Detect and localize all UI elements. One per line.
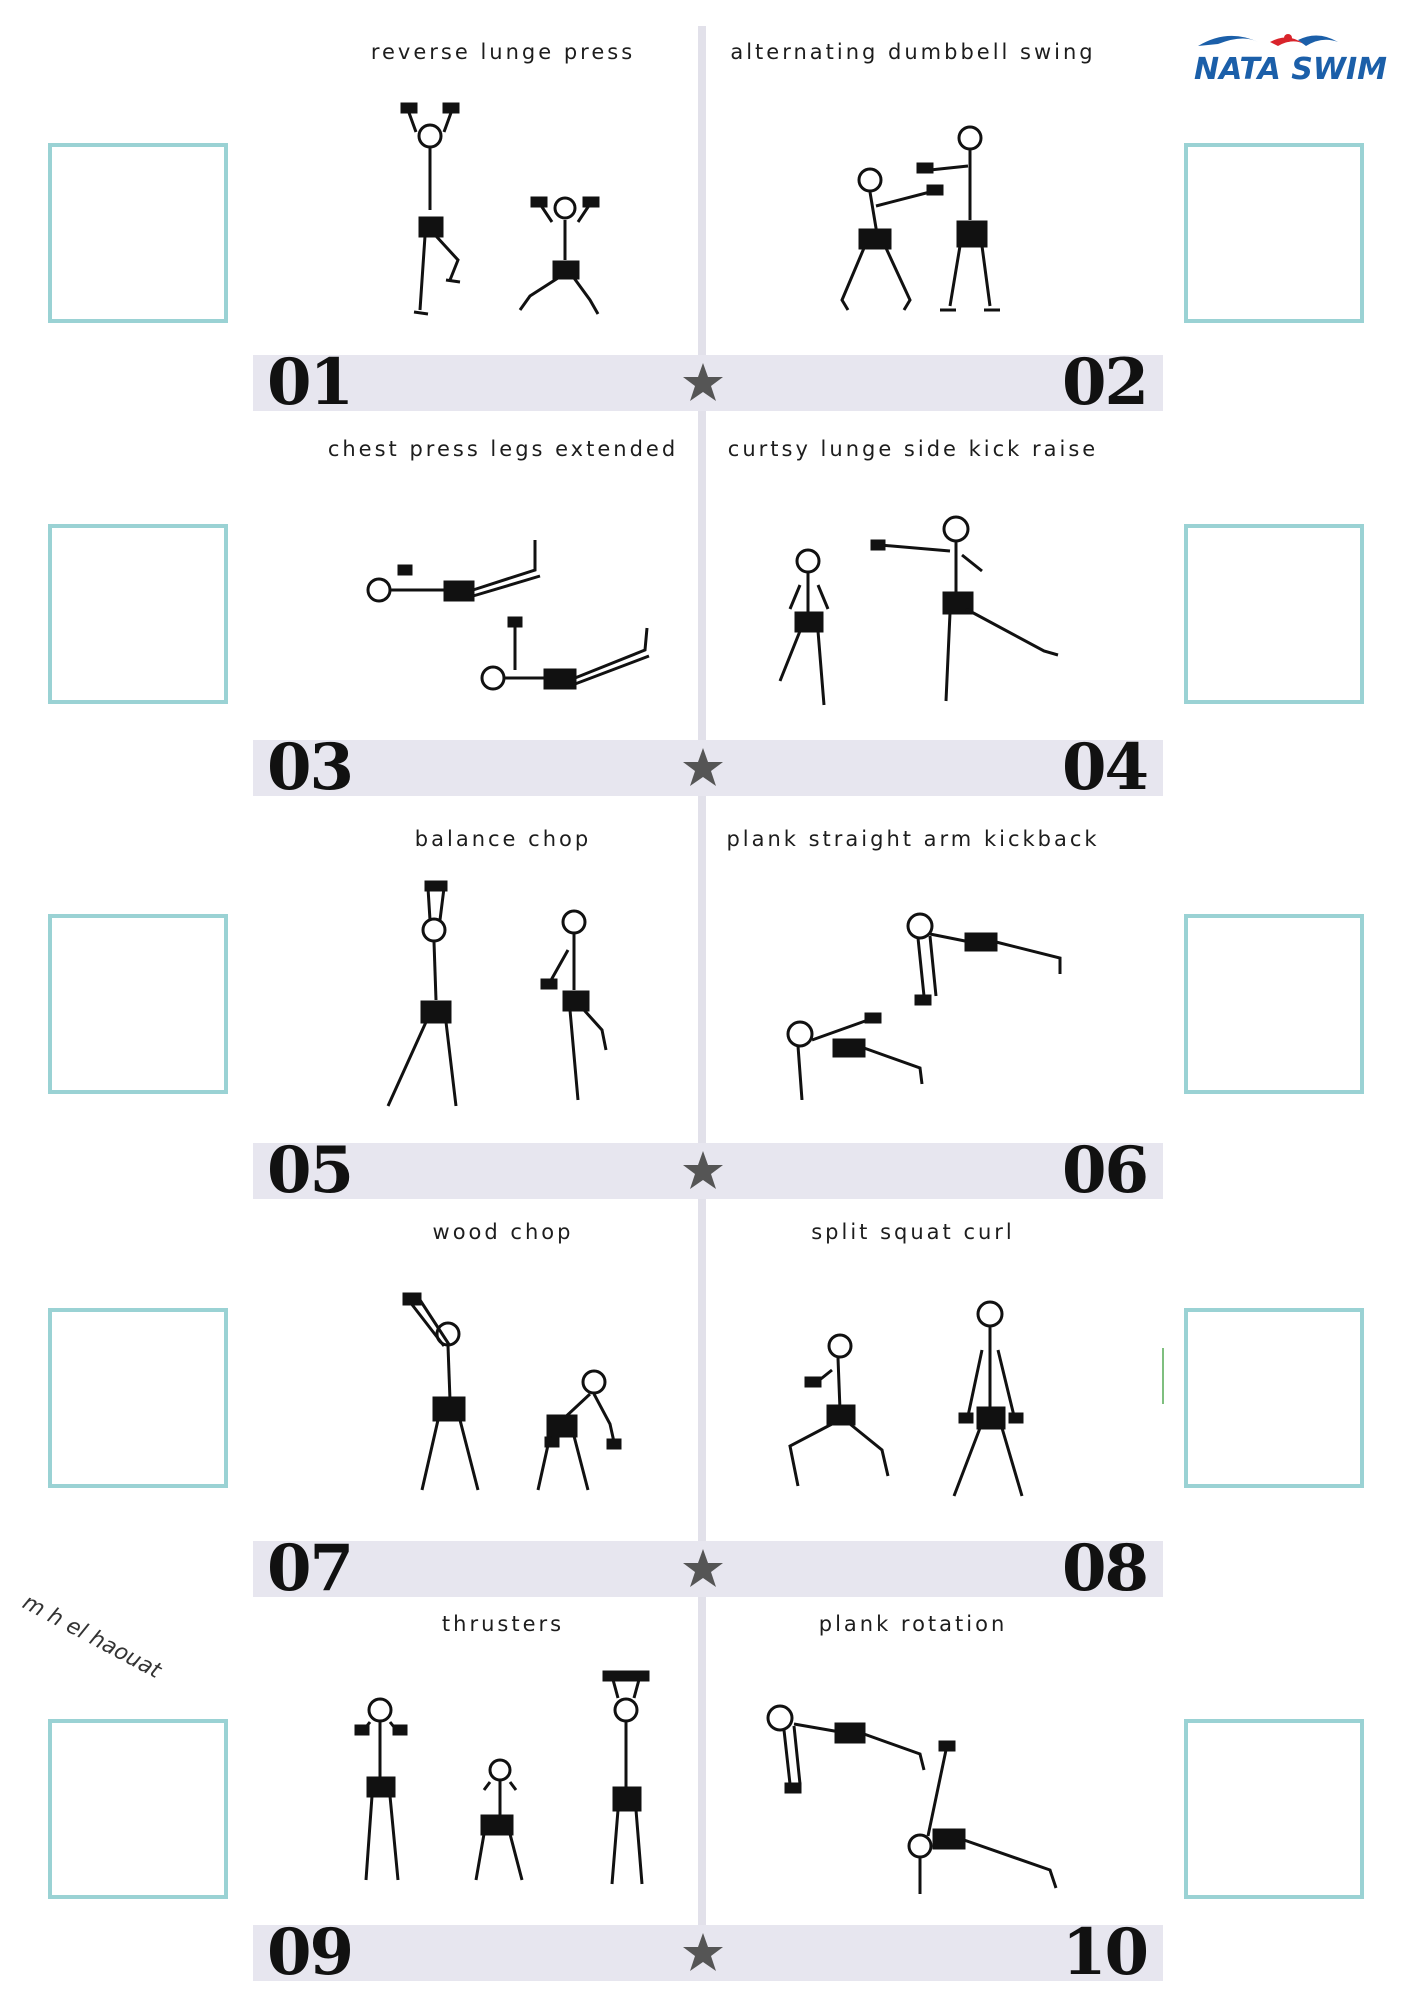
exercise-title-08: split squat curl (811, 1220, 1015, 1244)
star-icon (681, 746, 725, 790)
exercise-title-06: plank straight arm kickback (726, 827, 1100, 851)
exercise-number-08: 08 (1061, 1531, 1147, 1606)
exercise-illustration-02 (800, 110, 1040, 330)
star-icon (681, 1931, 725, 1975)
checkbox-10[interactable] (1184, 1719, 1364, 1899)
exercise-title-03: chest press legs extended (327, 437, 679, 461)
exercise-band-row-5 (253, 1915, 1163, 1990)
exercise-illustration-06 (770, 900, 1090, 1100)
star-icon (681, 361, 725, 405)
checkbox-01[interactable] (48, 143, 228, 323)
exercise-number-07: 07 (267, 1531, 353, 1606)
checkbox-05[interactable] (48, 914, 228, 1094)
center-divider (698, 26, 706, 1976)
exercise-band-row-1 (253, 345, 1163, 420)
exercise-number-05: 05 (267, 1133, 353, 1208)
exercise-number-06: 06 (1061, 1133, 1147, 1208)
star-icon (681, 1149, 725, 1193)
checkbox-04[interactable] (1184, 524, 1364, 704)
checkbox-07[interactable] (48, 1308, 228, 1488)
exercise-illustration-07 (380, 1290, 640, 1510)
exercise-title-02: alternating dumbbell swing (730, 40, 1096, 64)
exercise-title-05: balance chop (414, 827, 592, 851)
exercise-illustration-01 (380, 100, 620, 330)
logo-text: NATA SWIM (1194, 52, 1387, 87)
exercise-illustration-05 (370, 880, 630, 1120)
exercise-title-07: wood chop (432, 1220, 574, 1244)
exercise-number-02: 02 (1061, 345, 1147, 420)
checkbox-06[interactable] (1184, 914, 1364, 1094)
natawswim-logo (1188, 28, 1387, 98)
exercise-band-row-3 (253, 1133, 1163, 1208)
exercise-illustration-04 (760, 505, 1080, 725)
checkbox-09[interactable] (48, 1719, 228, 1899)
exercise-title-09: thrusters (441, 1612, 565, 1636)
exercise-title-04: curtsy lunge side kick raise (727, 437, 1099, 461)
exercise-title-01: reverse lunge press (370, 40, 636, 64)
exercise-number-01: 01 (267, 345, 353, 420)
exercise-number-09: 09 (267, 1915, 353, 1990)
exercise-illustration-09 (340, 1670, 680, 1900)
exercise-band-row-4 (253, 1531, 1163, 1606)
star-icon (681, 1547, 725, 1591)
exercise-illustration-03 (355, 510, 675, 710)
exercise-number-03: 03 (267, 730, 353, 805)
exercise-band-row-2 (253, 730, 1163, 805)
exercise-illustration-08 (770, 1290, 1050, 1510)
edge-mark (1162, 1348, 1164, 1404)
exercise-number-04: 04 (1061, 730, 1147, 805)
checkbox-03[interactable] (48, 524, 228, 704)
exercise-number-10: 10 (1061, 1915, 1147, 1990)
exercise-illustration-10 (760, 1680, 1080, 1900)
exercise-title-10: plank rotation (818, 1612, 1008, 1636)
checkbox-02[interactable] (1184, 143, 1364, 323)
author-signature: m h el haouat (18, 1590, 166, 1684)
checkbox-08[interactable] (1184, 1308, 1364, 1488)
